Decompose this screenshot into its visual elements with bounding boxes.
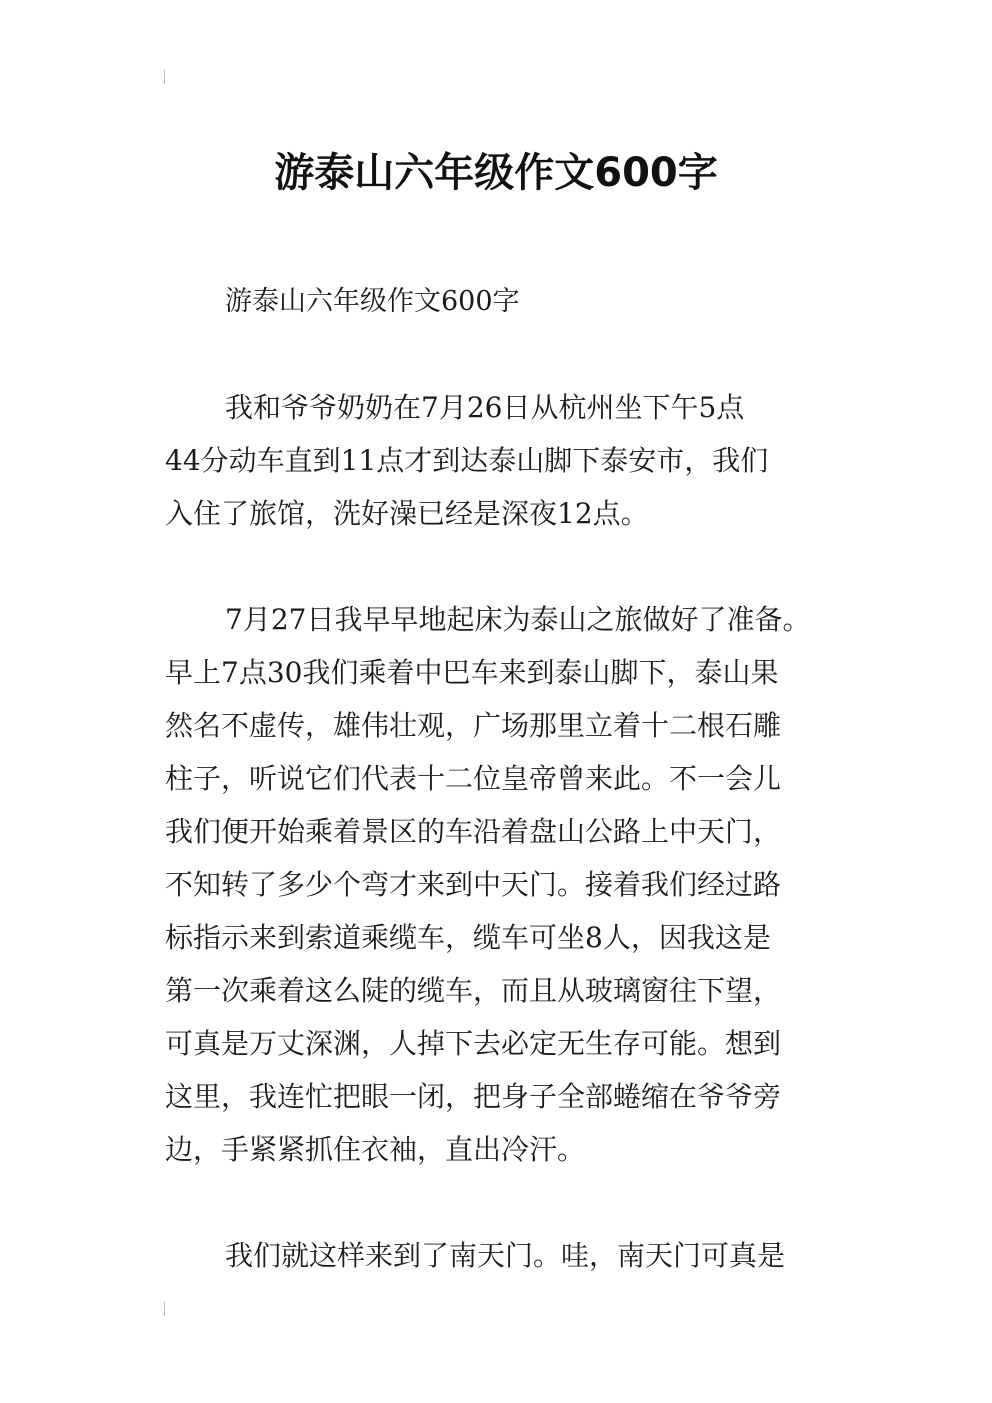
paragraph-line: 可真是万丈深渊，人掉下去必定无生存可能。想到 <box>165 1027 782 1060</box>
document-title: 游泰山六年级作文600字 <box>274 149 718 196</box>
paragraph-line: 边，手紧紧抓住衣袖，直出冷汗。 <box>165 1133 586 1166</box>
document-subtitle: 游泰山六年级作文600字 <box>225 286 520 317</box>
paragraph-2 <box>165 593 845 1176</box>
paragraph-1 <box>165 381 845 540</box>
paragraph-line: 我们就这样来到了南天门。哇，南天门可真是 <box>225 1239 786 1272</box>
paragraph-line: 7月27日我早早地起床为泰山之旅做好了准备。 <box>225 603 811 636</box>
paragraph-line: 然名不虚传，雄伟壮观，广场那里立着十二根石雕 <box>165 709 782 742</box>
paragraph-line: 入住了旅馆，洗好澡已经是深夜12点。 <box>165 497 649 530</box>
document-body <box>165 276 845 1282</box>
paragraph-line: 我和爷爷奶奶在7月26日从杭州坐下午5点 <box>225 391 745 424</box>
paragraph-line: 柱子，听说它们代表十二位皇帝曾来此。不一会儿 <box>165 762 782 795</box>
paragraph-line: 标指示来到索道乘缆车，缆车可坐8人，因我这是 <box>165 921 771 954</box>
paragraph-line: 不知转了多少个弯才来到中天门。接着我们经过路 <box>165 868 782 901</box>
paragraph-line: 我们便开始乘着景区的车沿着盘山公路上中天门， <box>165 815 782 848</box>
page-corner-mark-bottom <box>164 1302 165 1316</box>
paragraph-line: 早上7点30我们乘着中巴车来到泰山脚下，泰山果 <box>165 656 779 689</box>
page-corner-mark-top <box>164 70 165 84</box>
paragraph-line: 44分动车直到11点才到达泰山脚下泰安市，我们 <box>165 444 769 477</box>
paragraph-line: 第一次乘着这么陡的缆车，而且从玻璃窗往下望， <box>165 974 782 1007</box>
paragraph-3 <box>165 1229 845 1282</box>
paragraph-line: 这里，我连忙把眼一闭，把身子全部蜷缩在爷爷旁 <box>165 1080 782 1113</box>
